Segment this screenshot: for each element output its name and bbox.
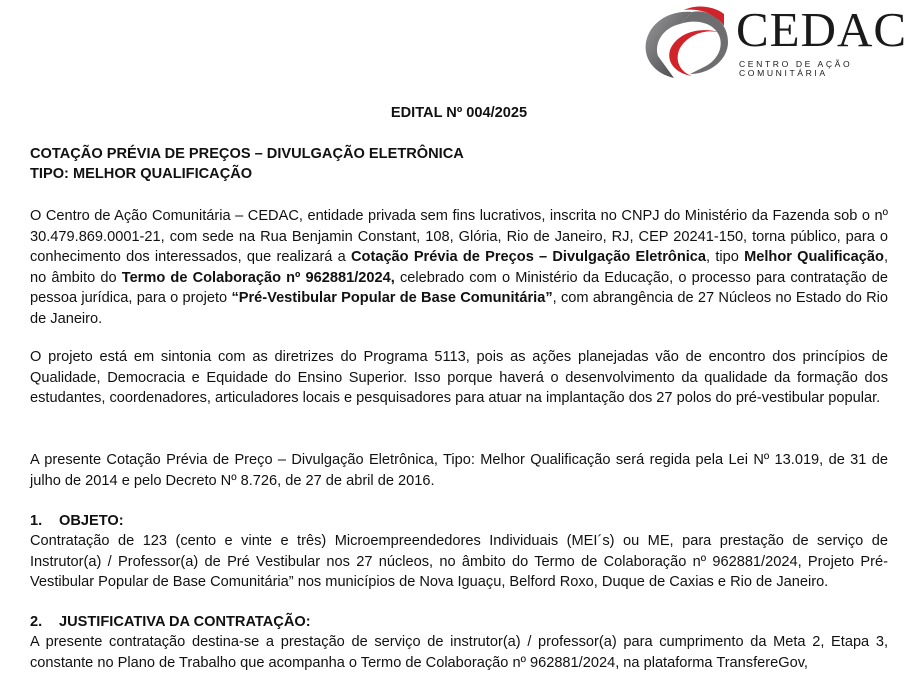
legal-basis-paragraph: A presente Cotação Prévia de Preço – Divulgação Eletrônica, Tipo: Melhor Qualificação será regida pela Lei Nº 13.019, de 31 de julho de 2014 e pelo Decreto Nº 8.726, de 27 de abril de 2016. xyxy=(30,452,888,489)
intro-text-3: , no âmbito do xyxy=(30,249,888,286)
intro-text-1: O Centro de Ação Comunitária – CEDAC, entidade privada sem fins lucrativos, inscrita no CNPJ do Ministério da Fazenda sob o nº 30.479.869.0001-21, com sede na Rua Benjamin Constant, 108, Glória, Rio de Janeiro, RJ, CEP 20241-150, torna público, para o conhecimento dos interessados, que realizará a xyxy=(30,208,888,266)
section-1-number: 1. xyxy=(30,513,43,529)
intro-text-4: celebrado com o Ministério da Educação, o processo para contratação de pessoa jurídica, para o projeto xyxy=(30,269,888,307)
logo-subtitle-line2: COMUNITÁRIA xyxy=(739,68,828,78)
heading-line-2: TIPO: MELHOR QUALIFICAÇÃO xyxy=(30,166,253,182)
section-2-title: JUSTIFICATIVA DA CONTRATAÇÃO: xyxy=(59,614,311,630)
intro-bold-qualificacao: Melhor Qualificação xyxy=(744,249,884,266)
logo-subtitle-line1: CENTRO DE AÇÃO xyxy=(739,59,853,69)
section-2-number: 2. xyxy=(30,614,43,630)
section-2-text: A presente contratação destina-se a prestação de serviço de instrutor(a) / professor(a) para cumprimento da Meta 2, Etapa 3, constante no Plano de Trabalho que acompanha o Termo de Colaboração nº 962881/2024, na plataforma TransfereGov, xyxy=(30,634,888,671)
section-1-heading xyxy=(30,511,124,532)
intro-text-5: , com abrangência de 27 Núcleos no Estado do Rio de Janeiro. xyxy=(30,290,889,327)
cedac-logo xyxy=(640,2,908,86)
intro-bold-projeto: “Pré-Vestibular Popular de Base Comunitária” xyxy=(231,290,553,307)
logo-wordmark: CEDAC xyxy=(736,2,908,57)
intro-bold-cotacao: Cotação Prévia de Preços – Divulgação Eletrônica xyxy=(351,249,707,266)
cedac-emblem-icon xyxy=(640,4,732,84)
intro-paragraph xyxy=(30,206,888,330)
heading-line-1: COTAÇÃO PRÉVIA DE PREÇOS – DIVULGAÇÃO ELETRÔNICA xyxy=(30,146,464,162)
section-2-heading xyxy=(30,612,311,633)
intro-bold-termo: Termo de Colaboração nº 962881/2024, xyxy=(121,269,395,286)
intro-text-2: , tipo xyxy=(706,249,745,266)
program-paragraph: O projeto está em sintonia com as diretrizes do Programa 5113, pois as ações planejadas vão de encontro dos princípios de Qualidade, Democracia e Equidade do Ensino Superior. Isso porque haverá o desenvolvimento da qualidade da formação dos estudantes, coordenadores, articuladores locais e pesquisadores para atuar na implantação dos 27 polos do pré-vestibular popular. xyxy=(30,349,888,407)
document-title: EDITAL Nº 004/2025 xyxy=(390,105,528,121)
section-1-title: OBJETO: xyxy=(59,513,124,529)
section-1-text: Contratação de 123 (cento e vinte e três) Microempreendedores Individuais (MEI´s) ou ME, para prestação de serviço de Instrutor(a) / Professor(a) de Pré Vestibular nos 27 núcleos, no âmbito do Termo de Colaboração nº 962881/2024, Projeto Pré-Vestibular Popular de Base Comunitária” nos municípios de Nova Iguaçu, Belford Roxo, Duque de Caxias e Rio de Janeiro. xyxy=(30,533,888,591)
